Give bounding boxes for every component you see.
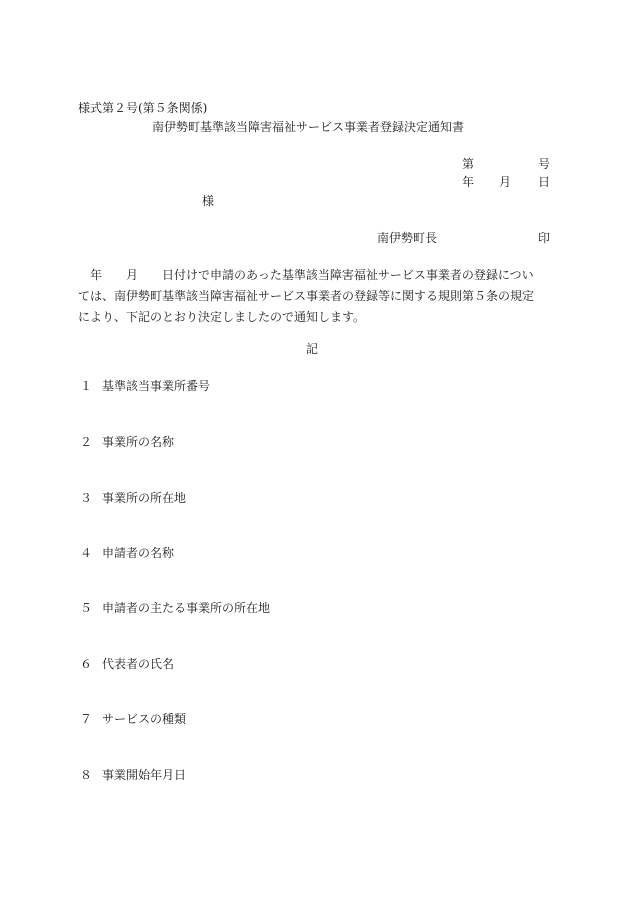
list-item <box>80 767 186 783</box>
date-year: 年 <box>462 175 475 189</box>
body-line: により、下記のとおり決定しましたので通知します。 <box>78 310 366 324</box>
body-paragraph <box>78 265 554 328</box>
item-label: 申請者の主たる事業所の所在地 <box>102 601 271 615</box>
item-number: ４ <box>80 546 93 560</box>
body-line: 年 月 日付けで申請のあった基準該当障害福祉サービス事業者の登録につい <box>78 268 534 282</box>
seal-mark: 印 <box>538 231 551 245</box>
item-label: サービスの種類 <box>102 712 187 726</box>
item-number: ８ <box>80 768 93 782</box>
list-item <box>80 490 186 506</box>
addressee-suffix: 様 <box>202 194 215 208</box>
item-number: ２ <box>80 435 93 449</box>
issuer-name: 南伊勢町長 <box>377 231 438 245</box>
date-day: 日 <box>538 175 551 189</box>
item-number: ７ <box>80 712 93 726</box>
list-item <box>80 545 174 561</box>
item-label: 申請者の名称 <box>102 546 175 560</box>
item-number: ３ <box>80 491 93 505</box>
list-item <box>80 600 270 616</box>
item-label: 事業所の名称 <box>102 435 175 449</box>
number-prefix: 第 <box>462 157 475 171</box>
item-label: 事業所の所在地 <box>102 491 187 505</box>
list-item <box>80 656 174 672</box>
number-suffix: 号 <box>538 157 551 171</box>
item-number: ６ <box>80 657 93 671</box>
item-label: 事業開始年月日 <box>102 768 187 782</box>
body-line: ては、南伊勢町基準該当障害福祉サービス事業者の登録等に関する規則第５条の規定 <box>78 289 535 303</box>
list-item <box>80 378 210 394</box>
form-number: 様式第２号(第５条関係) <box>78 101 208 115</box>
document-title: 南伊勢町基準該当障害福祉サービス事業者登録決定通知書 <box>152 120 465 134</box>
list-item <box>80 434 174 450</box>
item-label: 代表者の氏名 <box>102 657 175 671</box>
item-number: １ <box>80 379 93 393</box>
item-number: ５ <box>80 601 93 615</box>
ki-heading: 記 <box>306 342 319 356</box>
item-label: 基準該当事業所番号 <box>102 379 211 393</box>
list-item <box>80 711 186 727</box>
date-month: 月 <box>499 175 512 189</box>
